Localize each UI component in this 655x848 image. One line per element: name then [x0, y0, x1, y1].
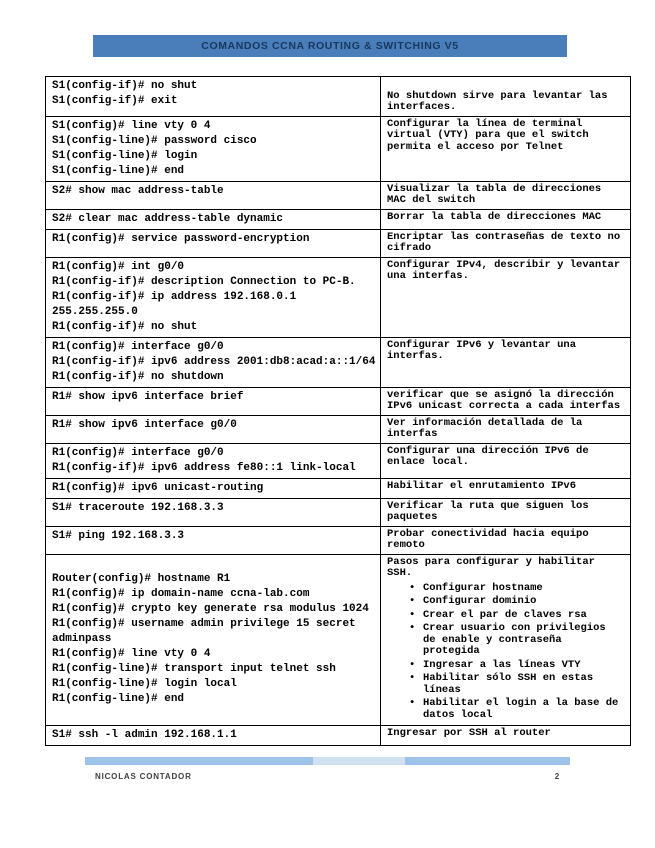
- bullet-icon: •: [409, 595, 416, 607]
- command-line: R1(config-if)# no shutdown: [52, 370, 224, 383]
- table-row: [46, 387, 631, 415]
- table-row: [46, 209, 631, 229]
- command-line: R1# show ipv6 interface brief: [52, 390, 244, 403]
- command-table-body: [46, 77, 631, 746]
- bullet-icon: •: [409, 697, 416, 709]
- table-row: [46, 116, 631, 181]
- command-line: S1# ssh -l admin 192.168.1.1: [52, 729, 237, 741]
- description-text: Configurar IPv4, describir y levantar una interfas.: [387, 258, 621, 282]
- command-line: R1(config-line)# end: [52, 692, 185, 705]
- command-line: R1(config-if)# ipv6 address 2001:db8:acad:a::1/64: [52, 355, 376, 368]
- command-line: R1(config-line)# login local: [52, 677, 237, 690]
- command-line: S1# traceroute 192.168.3.3: [52, 501, 224, 514]
- description-text: Verificar la ruta que siguen los paquetes: [387, 499, 589, 523]
- footer-row: [85, 772, 570, 781]
- bullet-item: [387, 660, 624, 672]
- command-cell: [46, 257, 381, 337]
- description-cell: [381, 726, 631, 746]
- bullet-text: Ingresar a las líneas VTY: [423, 658, 581, 671]
- command-line: R1(config)# int g0/0: [52, 260, 185, 273]
- table-row: [46, 554, 631, 726]
- command-line: R1(config)# interface g0/0: [52, 340, 224, 353]
- command-cell: [46, 478, 381, 498]
- description-cell: [381, 443, 631, 478]
- description-text: Pasos para configurar y habilitar SSH.: [387, 555, 595, 579]
- command-cell: [46, 77, 381, 117]
- command-cell: [46, 415, 381, 443]
- table-row: [46, 229, 631, 257]
- command-cell: [46, 554, 381, 726]
- command-cell: [46, 443, 381, 478]
- bullet-item: [387, 583, 624, 595]
- description-text: Habilitar el enrutamiento IPv6: [387, 479, 577, 492]
- description-text: Configurar una dirección IPv6 de enlace local.: [387, 444, 589, 468]
- table-row: [46, 181, 631, 209]
- command-line: S1# ping 192.168.3.3: [52, 529, 185, 542]
- description-text: Ingresar por SSH al router: [387, 727, 551, 739]
- table-row: [46, 498, 631, 526]
- command-cell: [46, 498, 381, 526]
- command-cell: [46, 229, 381, 257]
- description-text: verificar que se asignó la dirección IPv6 unicast correcta a cada interfas: [387, 388, 621, 412]
- bullet-item: [387, 596, 624, 608]
- description-cell: [381, 387, 631, 415]
- table-row: [46, 726, 631, 746]
- command-line: R1# show ipv6 interface g0/0: [52, 418, 237, 431]
- bullet-text: Configurar dominio: [423, 595, 537, 607]
- bullet-icon: •: [409, 672, 416, 684]
- command-line: R1(config)# line vty 0 4: [52, 647, 211, 660]
- footer-divider: [85, 757, 570, 765]
- table-row: [46, 337, 631, 387]
- command-line: [52, 557, 378, 572]
- command-line: R1(config)# ip domain-name ccna-lab.com: [52, 587, 310, 600]
- command-line: R1(config)# crypto key generate rsa modulus 1024: [52, 602, 369, 615]
- description-cell: [381, 209, 631, 229]
- command-line: R1(config-if)# ip address 192.168.0.1 255.255.255.0: [52, 290, 297, 318]
- bullet-text: Crear el par de claves rsa: [423, 608, 587, 621]
- description-cell: [381, 498, 631, 526]
- command-line: S1(config-if)# no shut: [52, 80, 198, 92]
- description-cell: [381, 337, 631, 387]
- description-text: Configurar IPv6 y levantar una interfas.: [387, 338, 577, 362]
- description-text: [387, 79, 624, 91]
- command-cell: [46, 526, 381, 554]
- bullet-item: [387, 610, 624, 622]
- description-text: Borrar la tabla de direcciones MAC: [387, 210, 602, 223]
- bullet-icon: •: [409, 622, 416, 634]
- description-cell: [381, 229, 631, 257]
- command-line: R1(config-line)# transport input telnet ssh: [52, 662, 336, 675]
- page-title: COMANDOS CCNA ROUTING & SWITCHING V5: [201, 40, 459, 52]
- footer-author: NICOLAS CONTADOR: [95, 772, 192, 781]
- command-line: S2# show mac address-table: [52, 184, 224, 197]
- bullet-icon: •: [409, 658, 416, 671]
- bullet-text: Crear usuario con privilegios de enable y contraseña protegida: [423, 622, 606, 657]
- command-line: R1(config)# username admin privilege 15 secret adminpass: [52, 617, 356, 645]
- command-cell: [46, 181, 381, 209]
- command-cell: [46, 116, 381, 181]
- page-footer: [85, 757, 570, 781]
- bullet-text: Configurar hostname: [423, 581, 543, 594]
- footer-page-number: 2: [554, 772, 560, 781]
- description-cell: [381, 77, 631, 117]
- table-row: [46, 415, 631, 443]
- description-text: Probar conectividad hacia equipo remoto: [387, 527, 589, 551]
- command-line: S2# clear mac address-table dynamic: [52, 212, 284, 225]
- table-row: [46, 77, 631, 117]
- command-line: Router(config)# hostname R1: [52, 572, 231, 585]
- description-text: Visualizar la tabla de direcciones MAC del switch: [387, 182, 602, 206]
- description-cell: [381, 554, 631, 726]
- bullet-text: Habilitar el login a la base de datos local: [423, 697, 619, 721]
- command-line: S1(config-line)# password cisco: [52, 134, 257, 147]
- command-line: S1(config-line)# login: [52, 149, 198, 162]
- bullet-icon: •: [409, 608, 416, 621]
- description-text: No shutdown sirve para levantar las interfaces.: [387, 89, 608, 113]
- command-cell: [46, 209, 381, 229]
- description-cell: [381, 526, 631, 554]
- command-line: R1(config)# service password-encryption: [52, 232, 310, 245]
- command-line: S1(config-line)# end: [52, 164, 185, 177]
- bullet-list: [387, 583, 624, 722]
- command-line: R1(config-if)# ipv6 address fe80::1 link-local: [52, 461, 356, 474]
- command-cell: [46, 387, 381, 415]
- table-row: [46, 257, 631, 337]
- bullet-item: [387, 623, 624, 658]
- command-line: S1(config-if)# exit: [52, 95, 178, 107]
- page-header-banner: [93, 35, 567, 57]
- description-cell: [381, 181, 631, 209]
- description-cell: [381, 116, 631, 181]
- command-line: R1(config)# interface g0/0: [52, 446, 224, 459]
- command-line: R1(config)# ipv6 unicast-routing: [52, 481, 264, 494]
- command-table: [45, 76, 631, 746]
- command-line: R1(config-if)# no shut: [52, 320, 198, 333]
- bullet-text: Habilitar sólo SSH en estas líneas: [423, 672, 594, 696]
- command-cell: [46, 726, 381, 746]
- description-cell: [381, 478, 631, 498]
- table-row: [46, 443, 631, 478]
- table-row: [46, 478, 631, 498]
- description-text: Encriptar las contraseñas de texto no cifrado: [387, 230, 621, 254]
- description-text: Configurar la línea de terminal virtual (VTY) para que el switch permita el acceso por Telnet: [387, 117, 589, 153]
- description-cell: [381, 257, 631, 337]
- bullet-icon: •: [409, 581, 416, 594]
- command-line: S1(config)# line vty 0 4: [52, 119, 211, 132]
- command-cell: [46, 337, 381, 387]
- description-text: Ver información detallada de la interfas: [387, 416, 583, 440]
- bullet-item: [387, 673, 624, 696]
- command-line: R1(config-if)# description Connection to PC-B.: [52, 275, 356, 288]
- description-cell: [381, 415, 631, 443]
- bullet-item: [387, 698, 624, 721]
- footer-divider-accent: [313, 757, 405, 765]
- table-row: [46, 526, 631, 554]
